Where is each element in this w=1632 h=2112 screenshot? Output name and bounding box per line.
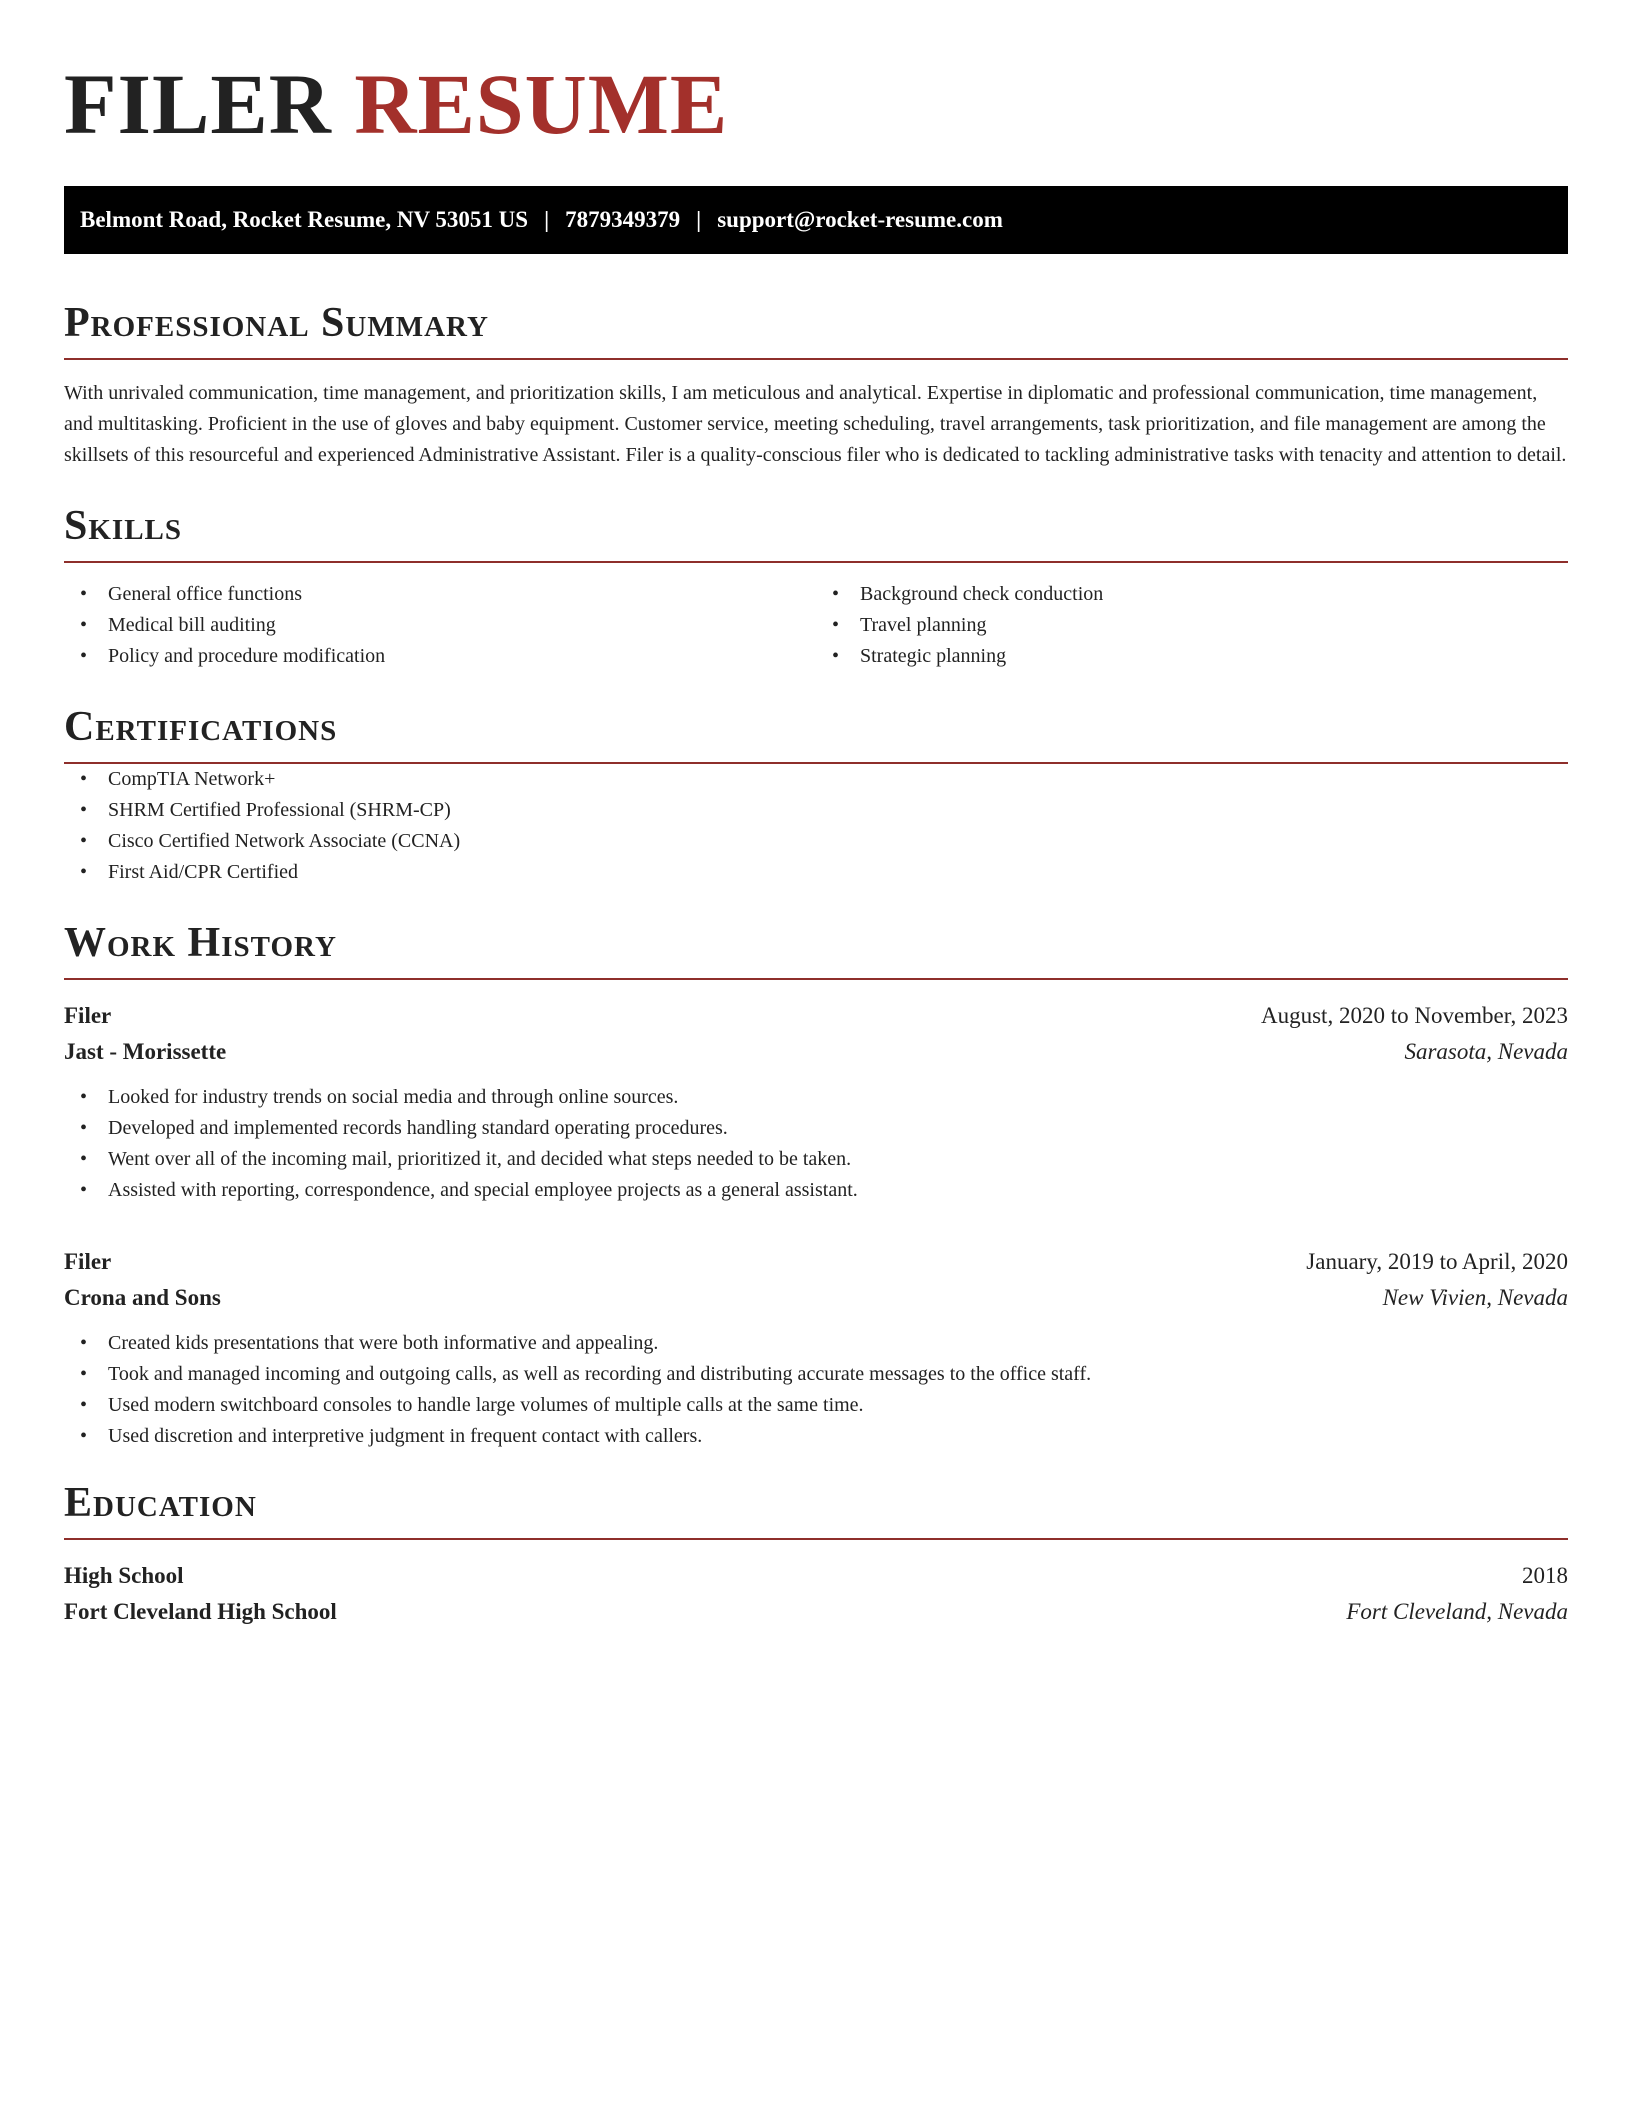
job-duty: • Went over all of the incoming mail, prioritized it, and decided what steps needed to be taken. (64, 1144, 1568, 1175)
certifications-list (64, 764, 1568, 888)
skills-section (64, 501, 1568, 672)
job-entry (64, 1244, 1568, 1452)
first-name: FILER (64, 56, 332, 152)
job-duties-list (64, 1328, 1568, 1452)
education-degree-row (64, 1558, 1568, 1594)
skills-heading: Skills (64, 501, 1568, 563)
resume-name (64, 56, 1568, 152)
skill-item: • Strategic planning (816, 641, 1568, 672)
last-name: RESUME (354, 56, 729, 152)
skill-item: • Background check conduction (816, 579, 1568, 610)
education-location: Fort Cleveland, Nevada (1346, 1599, 1568, 1624)
job-company: Crona and Sons (64, 1285, 221, 1310)
job-duties-list (64, 1082, 1568, 1206)
certifications-section (64, 702, 1568, 888)
contact-bar (64, 186, 1568, 254)
contact-separator: | (544, 207, 550, 232)
education-degree: High School (64, 1563, 184, 1588)
job-duty: • Looked for industry trends on social media and through online sources. (64, 1082, 1568, 1113)
skills-list-right (816, 579, 1568, 672)
job-company: Jast - Morissette (64, 1039, 227, 1064)
education-heading: Education (64, 1478, 1568, 1540)
job-duty: • Developed and implemented records handling standard operating procedures. (64, 1113, 1568, 1144)
skill-item: • General office functions (64, 579, 816, 610)
skill-item: • Policy and procedure modification (64, 641, 816, 672)
email: support@rocket-resume.com (717, 207, 1003, 232)
job-role: Filer (64, 1249, 112, 1274)
education-school-row (64, 1594, 1568, 1630)
education-school: Fort Cleveland High School (64, 1599, 337, 1624)
skill-item: • Medical bill auditing (64, 610, 816, 641)
certification-item: • SHRM Certified Professional (SHRM-CP) (64, 795, 1568, 826)
education-entry (64, 1558, 1568, 1630)
contact-separator: | (696, 207, 702, 232)
skills-grid (64, 579, 1568, 672)
job-duty: • Used discretion and interpretive judgment in frequent contact with callers. (64, 1421, 1568, 1452)
certifications-heading: Certifications (64, 702, 1568, 764)
job-duty: • Assisted with reporting, correspondence, and special employee projects as a general assistant. (64, 1175, 1568, 1206)
skill-item: • Travel planning (816, 610, 1568, 641)
job-duty: • Used modern switchboard consoles to handle large volumes of multiple calls at the same time. (64, 1390, 1568, 1421)
summary-text: With unrivaled communication, time management, and prioritization skills, I am meticulous and analytical. Expertise in diplomatic and professional communication, time management, and multitasking. Proficient in the use of gloves and baby equipment. Customer service, meeting scheduling, travel arrangements, task prioritization, and file management are among the skillsets of this resourceful and experienced Administrative Assistant. Filer is a quality-conscious filer who is dedicated to tackling administrative tasks with tenacity and attention to detail. (64, 382, 1567, 466)
summary-heading: Professional Summary (64, 298, 1568, 360)
education-section (64, 1478, 1568, 1630)
job-header-row (64, 998, 1568, 1034)
job-role: Filer (64, 1003, 112, 1028)
job-dates: January, 2019 to April, 2020 (1306, 1249, 1568, 1274)
address: Belmont Road, Rocket Resume, NV 53051 US (80, 207, 529, 232)
job-entry (64, 998, 1568, 1206)
job-dates: August, 2020 to November, 2023 (1261, 1003, 1568, 1028)
job-company-row (64, 1034, 1568, 1070)
job-duty: • Took and managed incoming and outgoing calls, as well as recording and distributing accurate messages to the office staff. (64, 1359, 1568, 1390)
job-location: New Vivien, Nevada (1382, 1285, 1568, 1310)
work-history-heading: Work History (64, 918, 1568, 980)
job-company-row (64, 1280, 1568, 1316)
job-duty: • Created kids presentations that were both informative and appealing. (64, 1328, 1568, 1359)
work-history-section (64, 918, 1568, 1452)
job-location: Sarasota, Nevada (1404, 1039, 1568, 1064)
certification-item: • Cisco Certified Network Associate (CCNA) (64, 826, 1568, 857)
certification-item: • First Aid/CPR Certified (64, 857, 1568, 888)
education-year: 2018 (1522, 1563, 1568, 1588)
job-header-row (64, 1244, 1568, 1280)
certification-item: • CompTIA Network+ (64, 764, 1568, 795)
skills-list-left (64, 579, 816, 672)
phone: 7879349379 (565, 207, 681, 232)
summary-section (64, 298, 1568, 471)
